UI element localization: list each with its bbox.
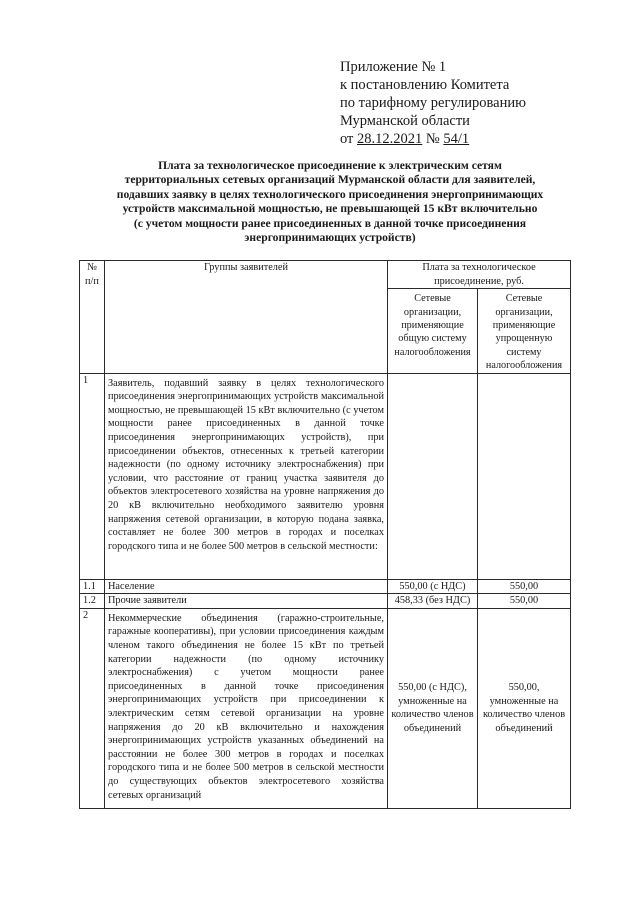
header-general-tax: Сетевые организации, применяющие общую систему налогообложения (388, 289, 478, 373)
document-title (70, 159, 590, 245)
row-general-value (388, 373, 478, 579)
row-general-value: 458,33 (без НДС) (388, 594, 478, 609)
title-line-2: территориальных сетевых организаций Мурманской области для заявителей, (124, 173, 536, 187)
resolution-number: 54/1 (443, 131, 470, 147)
date-prefix: от (340, 131, 354, 147)
row-general-value: 550,00 (с НДС) (388, 579, 478, 594)
appendix-line-4: Мурманской области (340, 113, 470, 129)
appendix-line-3: по тарифному регулированию (340, 95, 526, 111)
header-num: № п/п (80, 261, 105, 374)
row-simplified-value: 550,00, умноженные на количество членов объединений (478, 608, 571, 808)
number-sign: № (425, 131, 440, 147)
header-row (80, 261, 571, 289)
row-text: Прочие заявители (105, 594, 388, 609)
appendix-line-2: к постановлению Комитета (340, 77, 510, 93)
title-line-3: подавших заявку в целях технологического присоединения энергопринимающих (116, 187, 544, 201)
row-num: 1.2 (80, 594, 105, 609)
appendix-block (340, 58, 620, 148)
header-fee: Плата за технологическое присоединение, руб. (388, 261, 571, 289)
row-text: Население (105, 579, 388, 594)
row-simplified-value: 550,00 (478, 594, 571, 609)
header-groups: Группы заявителей (105, 261, 388, 374)
table-row (80, 579, 571, 594)
fee-table (79, 260, 571, 809)
title-line-4: устройств максимальной мощностью, не превышающей 15 кВт включительно (122, 202, 538, 216)
table-row (80, 608, 571, 808)
title-line-5: (с учетом мощности ранее присоединенных в данной точке присоединения (133, 216, 527, 230)
resolution-date: 28.12.2021 (357, 131, 423, 147)
row-num: 2 (80, 608, 105, 808)
title-line-1: Плата за технологическое присоединение к электрическим сетям (158, 159, 502, 172)
row-text: Некоммерческие объединения (гаражно-строительные, гаражные кооперативы), при условии присоединения каждым членом такого объединения не более 15 кВт по третьей категории надежности (по одному источнику электроснабжения) с учетом мощности ранее присоединенных в данной точке присоединения энергопринимающих устройств при присоединении к электрическим сетям сетевой организации на уровне напряжения до 20 кВ включительно и нахождения энергопринимающих устройств указанных объединений на расстоянии не более 300 метров в городах и поселках городского типа и не более 500 метров в сельской местности до существующих объектов электросетевого хозяйства сетевых организаций (105, 608, 388, 808)
header-simplified-tax: Сетевые организации, применяющие упрощенную систему налогообложения (478, 289, 571, 373)
row-simplified-value (478, 373, 571, 579)
table-row (80, 594, 571, 609)
appendix-date-line (340, 130, 620, 148)
row-num: 1.1 (80, 579, 105, 594)
appendix-line-1: Приложение № 1 (340, 59, 447, 75)
title-line-6: энергопринимающих устройств) (244, 231, 416, 245)
row-num: 1 (80, 373, 105, 579)
row-text: Заявитель, подавший заявку в целях технологического присоединения энергопринимающих устройств максимальной мощностью, не превышающей 15 кВт включительно (с учетом мощности ранее присоединенных в данной точке присоединения энергопринимающих устройств), при присоединении объектов, отнесенных к третьей категории надежности (по одному источнику электроснабжения) при условии, что расстояние от границ участка заявителя до объектов электросетевого хозяйства на уровне напряжения до 20 кВ включительно необходимого заявителю уровня напряжения сетевой организации, в которую подана заявка, составляет не более 300 метров в городах и поселках городского типа и не более 500 метров в сельской местности: (105, 373, 388, 579)
row-general-value: 550,00 (с НДС), умноженные на количество членов объединений (388, 608, 478, 808)
row-simplified-value: 550,00 (478, 579, 571, 594)
table-row (80, 373, 571, 579)
